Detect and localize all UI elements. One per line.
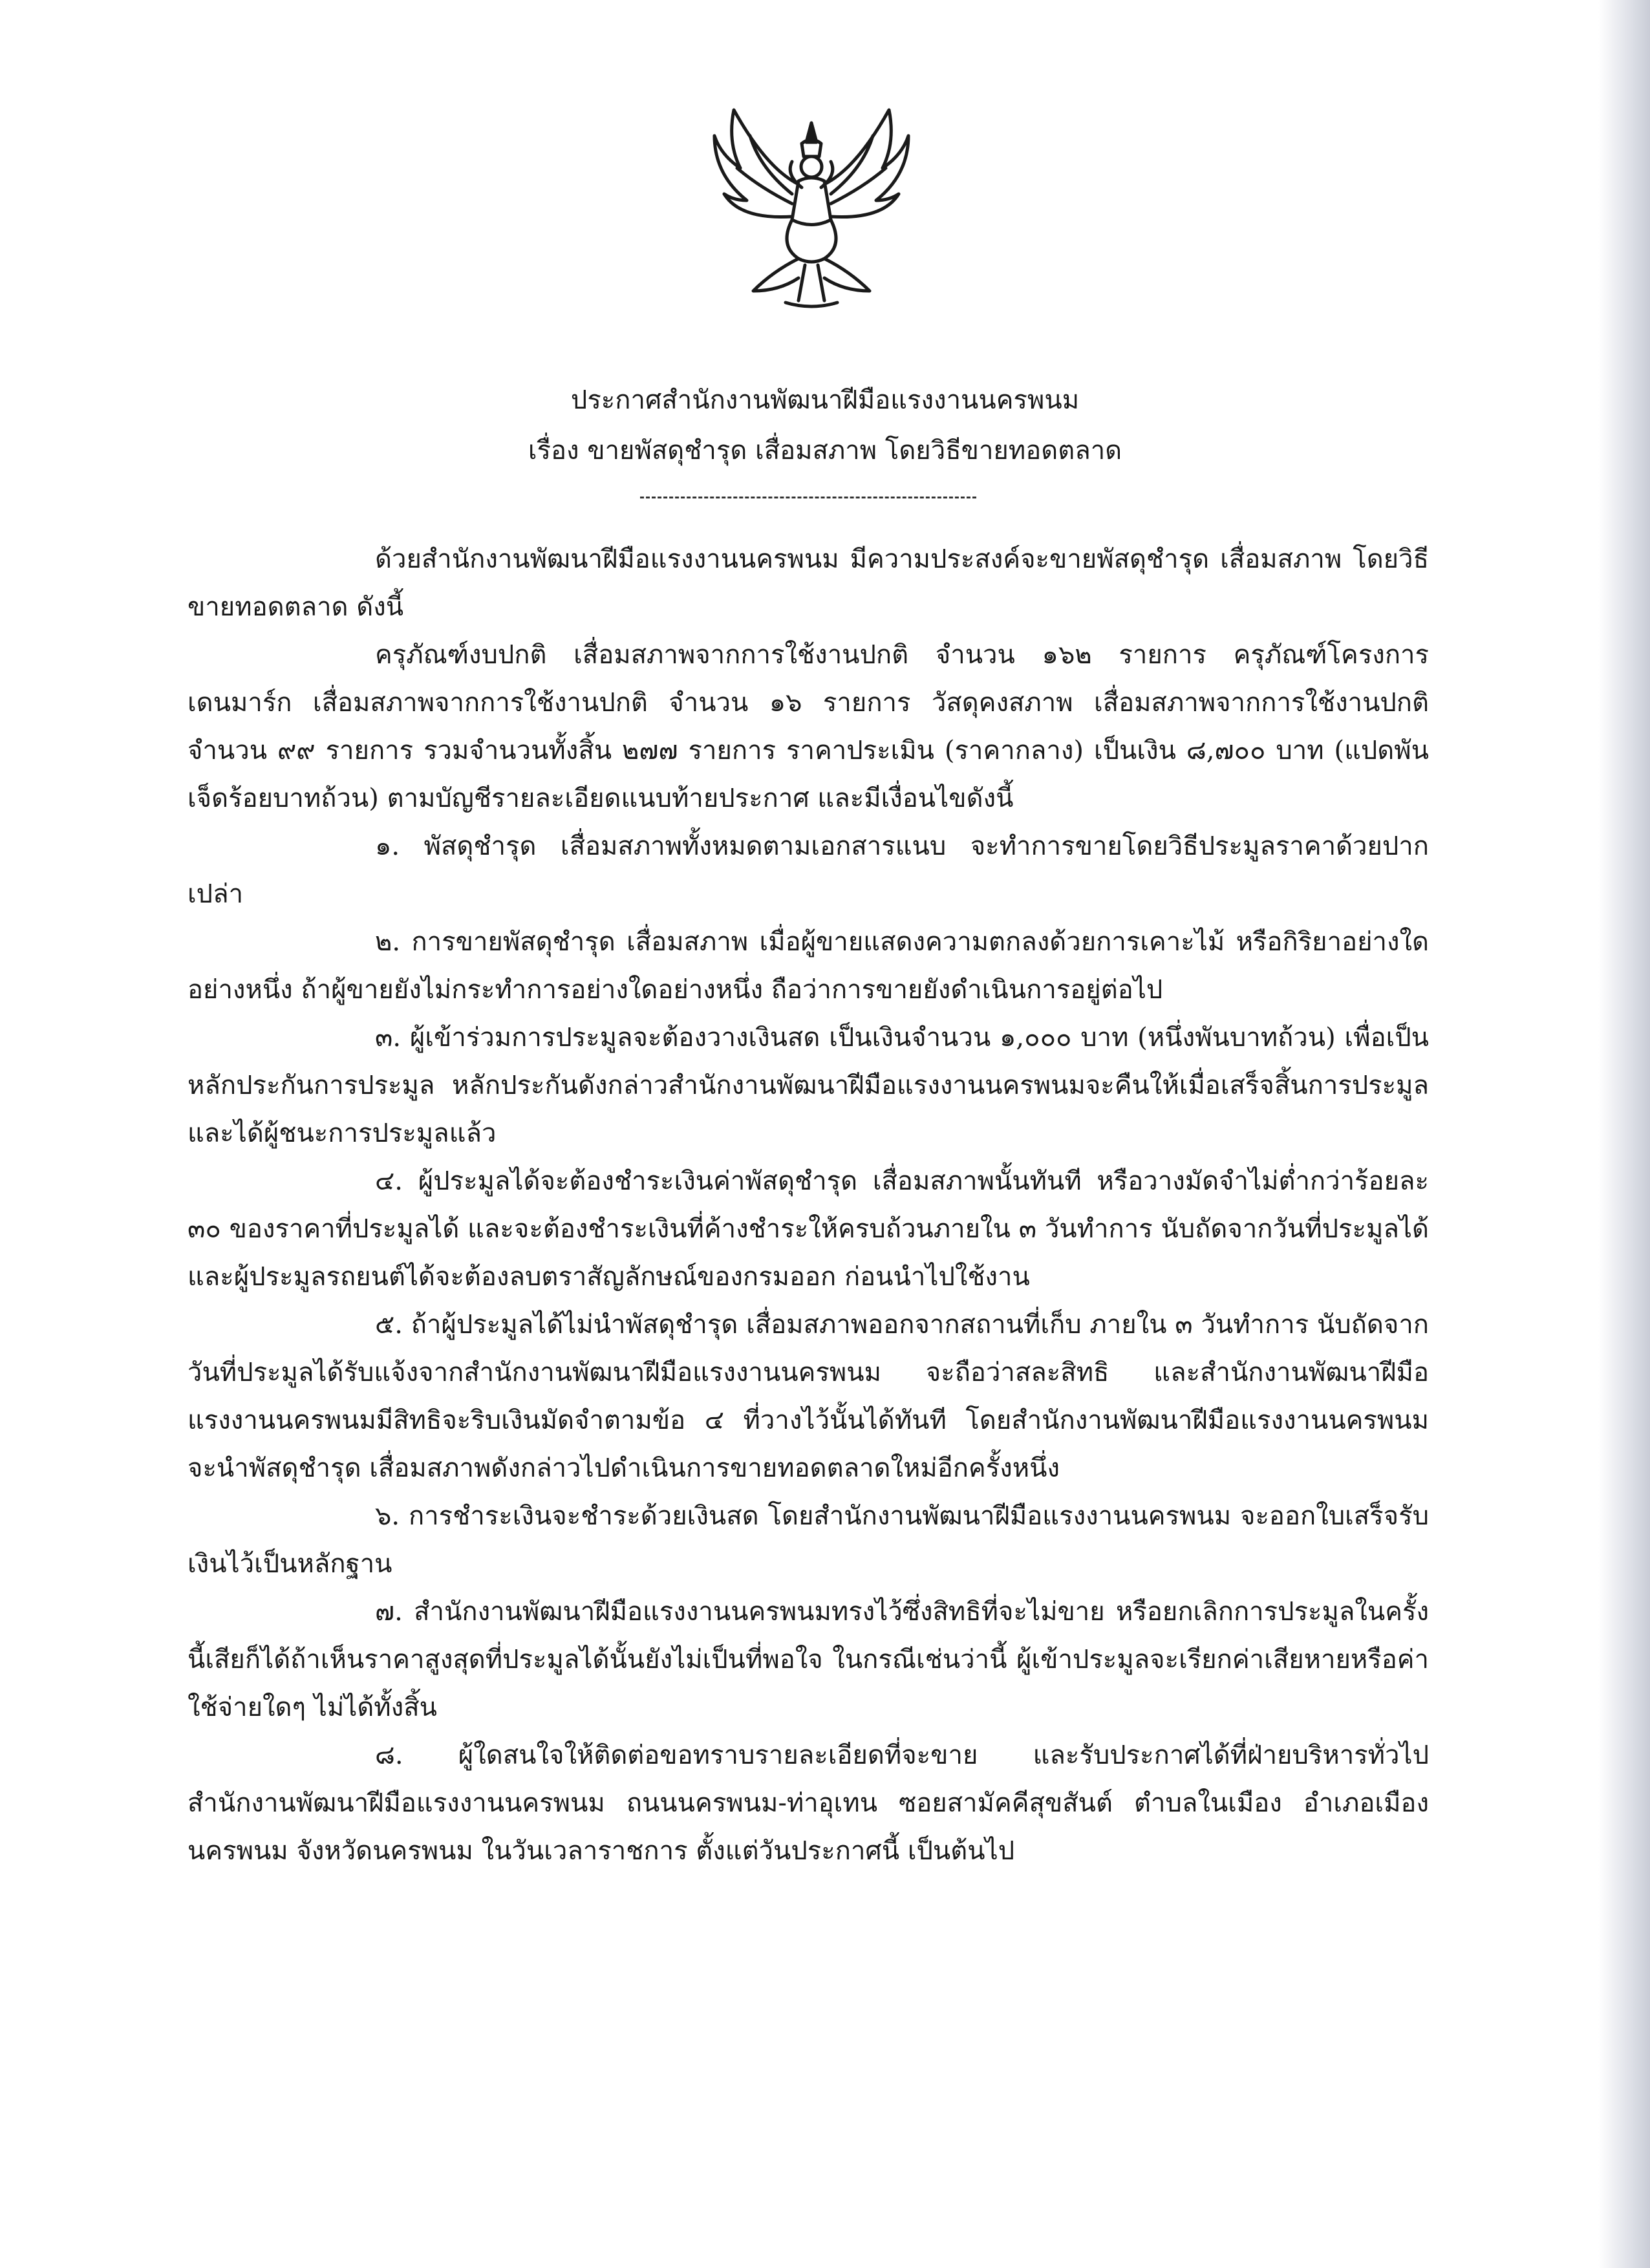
items-summary-paragraph: ครุภัณฑ์งบปกติ เสื่อมสภาพจากการใช้งานปกติ จำนวน ๑๖๒ รายการ ครุภัณฑ์โครงการเดนมาร์ก เสื่อมสภาพจากการใช้งานปกติ จำนวน ๑๖ รายการ วัสดุคงสภาพ เสื่อมสภาพจากการใช้งานปกติ จำนวน ๙๙ รายการ รวมจำนวนทั้งสิ้น ๒๗๗ รายการ ราคาประเมิน (ราคากลาง) เป็นเงิน ๘,๗๐๐ บาท (แปดพันเจ็ดร้อยบาทถ้วน) ตามบัญชีรายละเอียดแนบท้ายประกาศ และมีเงื่อนไขดังนี้ [188, 640, 1429, 813]
header-divider [640, 497, 976, 498]
condition-4: ๔. ผู้ประมูลได้จะต้องชำระเงินค่าพัสดุชำรุด เสื่อมสภาพนั้นทันที หรือวางมัดจำไม่ต่ำกว่าร้อยละ ๓๐ ของราคาที่ประมูลได้ และจะต้องชำระเงินที่ค้างชำระให้ครบถ้วนภายใน ๓ วันทำการ นับถัดจากวันที่ประมูลได้ และผู้ประมูลรถยนต์ได้จะต้องลบตราสัญลักษณ์ของกรมออก ก่อนนำไปใช้งาน [188, 1166, 1429, 1292]
document-title: ประกาศสำนักงานพัฒนาฝีมือแรงงานนครพนม [570, 385, 1080, 415]
document-subject: เรื่อง ขายพัสดุชำรุด เสื่อมสภาพ โดยวิธีขายทอดตลาด [528, 436, 1122, 465]
garuda-emblem-icon [695, 97, 928, 317]
document-body [188, 535, 1429, 1875]
condition-6: ๖. การชำระเงินจะชำระด้วยเงินสด โดยสำนักงานพัฒนาฝีมือแรงงานนครพนม จะออกใบเสร็จรับเงินไว้เป็นหลักฐาน [188, 1501, 1429, 1579]
scanned-page-edge [1598, 0, 1650, 2268]
document-header [0, 375, 1650, 476]
condition-8: ๘. ผู้ใดสนใจให้ติดต่อขอทราบรายละเอียดที่จะขาย และรับประกาศได้ที่ฝ่ายบริหารทั่วไป สำนักงานพัฒนาฝีมือแรงงานนครพนม ถนนนครพนม-ท่าอุเทน ซอยสามัคคีสุขสันต์ ตำบลในเมือง อำเภอเมือง นครพนม จังหวัดนครพนม ในวันเวลาราชการ ตั้งแต่วันประกาศนี้ เป็นต้นไป [188, 1740, 1429, 1866]
condition-1: ๑. พัสดุชำรุด เสื่อมสภาพทั้งหมดตามเอกสารแนบ จะทำการขายโดยวิธีประมูลราคาด้วยปากเปล่า [188, 831, 1429, 909]
condition-7: ๗. สำนักงานพัฒนาฝีมือแรงงานนครพนมทรงไว้ซึ่งสิทธิที่จะไม่ขาย หรือยกเลิกการประมูลในครั้งนี้เสียก็ได้ถ้าเห็นราคาสูงสุดที่ประมูลได้นั้นยังไม่เป็นที่พอใจ ในกรณีเช่นว่านี้ ผู้เข้าประมูลจะเรียกค่าเสียหายหรือค่าใช้จ่ายใดๆ ไม่ได้ทั้งสิ้น [188, 1597, 1429, 1722]
condition-2: ๒. การขายพัสดุชำรุด เสื่อมสภาพ เมื่อผู้ขายแสดงความตกลงด้วยการเคาะไม้ หรือกิริยาอย่างใดอย่างหนึ่ง ถ้าผู้ขายยังไม่กระทำการอย่างใดอย่างหนึ่ง ถือว่าการขายยังดำเนินการอยู่ต่อไป [188, 927, 1429, 1005]
condition-3: ๓. ผู้เข้าร่วมการประมูลจะต้องวางเงินสด เป็นเงินจำนวน ๑,๐๐๐ บาท (หนึ่งพันบาทถ้วน) เพื่อเป็นหลักประกันการประมูล หลักประกันดังกล่าวสำนักงานพัฒนาฝีมือแรงงานนครพนมจะคืนให้เมื่อเสร็จสิ้นการประมูลและได้ผู้ชนะการประมูลแล้ว [188, 1023, 1429, 1148]
intro-paragraph: ด้วยสำนักงานพัฒนาฝีมือแรงงานนครพนม มีความประสงค์จะขายพัสดุชำรุด เสื่อมสภาพ โดยวิธีขายทอดตลาด ดังนี้ [188, 544, 1429, 622]
condition-5: ๕. ถ้าผู้ประมูลได้ไม่นำพัสดุชำรุด เสื่อมสภาพออกจากสถานที่เก็บ ภายใน ๓ วันทำการ นับถัดจากวันที่ประมูลได้รับแจ้งจากสำนักงานพัฒนาฝีมือแรงงานนครพนม จะถือว่าสละสิทธิ และสำนักงานพัฒนาฝีมือแรงงานนครพนมมีสิทธิจะริบเงินมัดจำตามข้อ ๔ ที่วางไว้นั้นได้ทันที โดยสำนักงานพัฒนาฝีมือแรงงานนครพนม จะนำพัสดุชำรุด เสื่อมสภาพดังกล่าวไปดำเนินการขายทอดตลาดใหม่อีกครั้งหนึ่ง [188, 1310, 1429, 1483]
